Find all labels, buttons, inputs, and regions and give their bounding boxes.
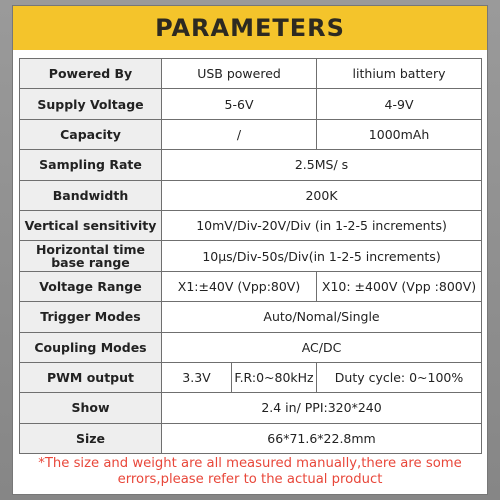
row-label: Coupling Modes: [20, 332, 162, 362]
row-label: Vertical sensitivity: [20, 210, 162, 240]
row-value: USB powered: [162, 59, 317, 89]
row-value: 3.3V: [162, 362, 232, 392]
row-label: Size: [20, 423, 162, 453]
row-value: 4-9V: [317, 89, 482, 119]
table-row: [20, 362, 482, 392]
row-label: Trigger Modes: [20, 302, 162, 332]
row-value: AC/DC: [162, 332, 482, 362]
row-value: Duty cycle: 0~100%: [317, 362, 482, 392]
table-row: [20, 180, 482, 210]
header-bar: [13, 6, 487, 50]
row-label: Capacity: [20, 119, 162, 149]
header-divider: [13, 50, 487, 56]
row-label: Show: [20, 393, 162, 423]
table-row: [20, 89, 482, 119]
row-value: Auto/Nomal/Single: [162, 302, 482, 332]
row-value: F.R:0~80kHz: [232, 362, 317, 392]
row-value: 2.4 in/ PPI:320*240: [162, 393, 482, 423]
row-label: Supply Voltage: [20, 89, 162, 119]
table-row: [20, 393, 482, 423]
row-value: 10mV/Div-20V/Div (in 1-2-5 increments): [162, 210, 482, 240]
row-value: X10: ±400V (Vpp :800V): [317, 271, 482, 301]
table-row: [20, 150, 482, 180]
table-row: [20, 241, 482, 271]
table-row: [20, 423, 482, 453]
table-row: [20, 119, 482, 149]
table-row: [20, 302, 482, 332]
row-label: Horizontal time base range: [20, 241, 162, 271]
row-label: Voltage Range: [20, 271, 162, 301]
row-value: 1000mAh: [317, 119, 482, 149]
row-value: /: [162, 119, 317, 149]
row-value: 66*71.6*22.8mm: [162, 423, 482, 453]
row-value: 200K: [162, 180, 482, 210]
parameters-table: [19, 58, 482, 454]
row-label: PWM output: [20, 362, 162, 392]
row-value: 5-6V: [162, 89, 317, 119]
row-label: Bandwidth: [20, 180, 162, 210]
disclaimer-note: *The size and weight are all measured manually,there are some errors,please refer to the actual product: [38, 456, 462, 487]
page-title: PARAMETERS: [155, 14, 345, 42]
row-label: Sampling Rate: [20, 150, 162, 180]
row-value: lithium battery: [317, 59, 482, 89]
row-value: 2.5MS/ s: [162, 150, 482, 180]
row-label: Powered By: [20, 59, 162, 89]
parameters-card: [13, 6, 487, 494]
table-row: [20, 210, 482, 240]
table-row: [20, 59, 482, 89]
table-row: [20, 271, 482, 301]
row-value: X1:±40V (Vpp:80V): [162, 271, 317, 301]
row-value: 10μs/Div-50s/Div(in 1-2-5 increments): [162, 241, 482, 271]
table-row: [20, 332, 482, 362]
